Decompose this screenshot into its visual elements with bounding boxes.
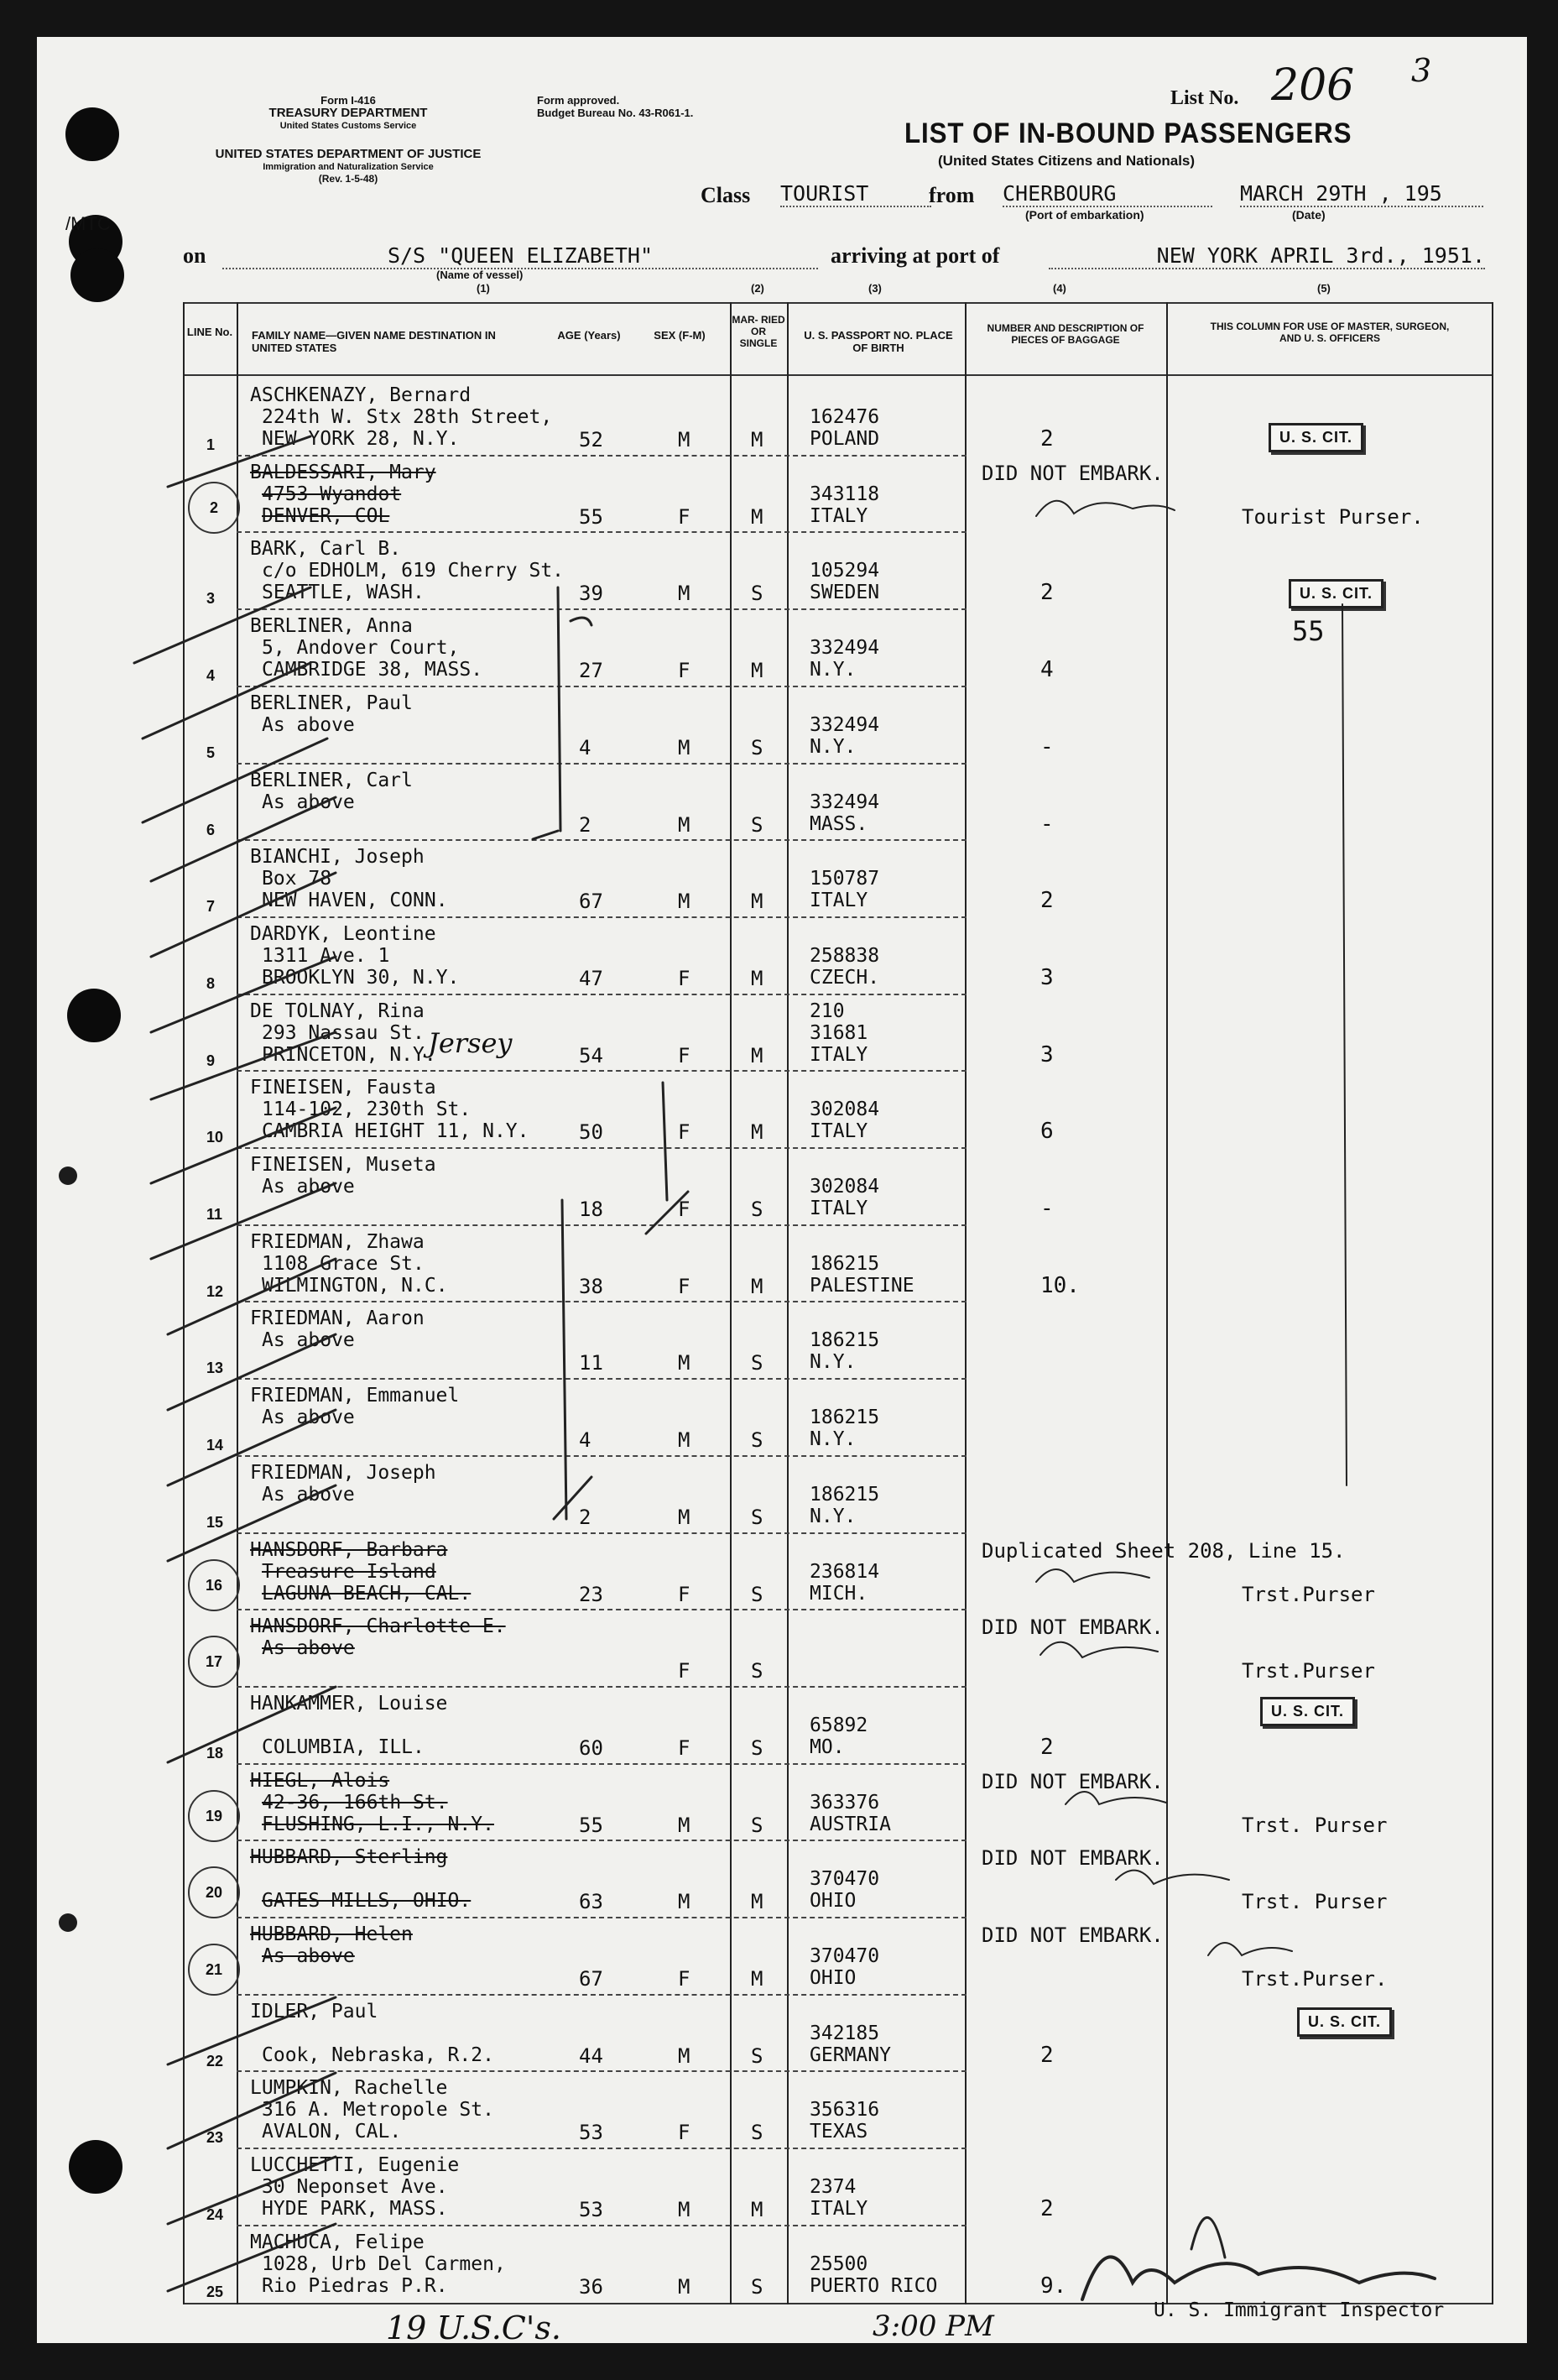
passenger-age: 4 (579, 735, 591, 759)
passport-number: 162476 (810, 406, 880, 428)
place-of-birth: PALESTINE (810, 1274, 914, 1297)
passport-number: 356316 (810, 2099, 880, 2122)
passenger-destination: DENVER, COL (262, 504, 390, 527)
passenger-age: 27 (579, 659, 603, 683)
passenger-sex: M (678, 428, 690, 451)
line-number: 17 (188, 1636, 240, 1688)
passenger-sex: F (678, 1735, 690, 1760)
place-of-birth: GERMANY (810, 2043, 891, 2066)
col-num-1: (1) (477, 282, 490, 295)
officer-remark: Duplicated Sheet 208, Line 15. (982, 1538, 1346, 1563)
passenger-destination: COLUMBIA, ILL. (262, 1735, 425, 1758)
officer-remark: DID NOT EMBARK. (982, 1769, 1164, 1793)
passenger-address: As above (262, 1637, 355, 1660)
passenger-marital: S (751, 1582, 763, 1606)
passport-number: 186215 (810, 1329, 880, 1352)
passenger-marital: S (751, 1198, 763, 1221)
passenger-marital: S (751, 2121, 763, 2145)
passenger-address: As above (262, 1329, 355, 1352)
baggage-count: 4 (1040, 657, 1054, 683)
passenger-marital: M (751, 1890, 763, 1914)
col-header-line: LINE No. (186, 326, 233, 338)
passenger-address: 42-36, 166th St. (262, 1791, 448, 1814)
passenger-marital: S (751, 812, 763, 837)
passenger-name: BARK, Carl B. (250, 538, 402, 561)
passenger-destination: Cook, Nebraska, R.2. (262, 2043, 494, 2066)
treasury-dept: TREASURY DEPARTMENT (268, 106, 428, 120)
passenger-marital: S (751, 1735, 763, 1760)
purser-note: Trst.Purser. (1242, 1967, 1388, 1991)
line-number: 18 (206, 1744, 224, 1762)
passenger-sex: M (678, 1351, 690, 1375)
passenger-age: 54 (579, 1043, 603, 1067)
passenger-name: BERLINER, Carl (250, 769, 413, 791)
passenger-name: IDLER, Paul (250, 2000, 378, 2022)
line-number: 3 (206, 590, 216, 608)
passport-number: 105294 (810, 560, 880, 582)
passenger-address: 4753 Wyandot (262, 483, 402, 505)
passenger-address: As above (262, 1176, 355, 1198)
passenger-name: ASCHKENAZY, Bernard (250, 384, 472, 406)
col-num-4: (4) (1053, 282, 1066, 295)
passenger-address: c/o EDHOLM, 619 Cherry St. (262, 560, 565, 582)
col-header-married: MAR- RIED OR SINGLE (732, 314, 785, 349)
purser-note: Trst.Purser (1242, 1582, 1375, 1606)
page-subtitle: (United States Citizens and Nationals) (938, 153, 1196, 169)
baggage-count: 2 (1040, 426, 1054, 451)
baggage-count: - (1040, 733, 1054, 759)
passenger-address: As above (262, 791, 355, 813)
passenger-sex: F (678, 504, 690, 529)
passenger-sex: M (678, 812, 690, 837)
passenger-destination: GATES MILLS, OHIO. (262, 1890, 472, 1913)
line-number: 5 (206, 744, 216, 761)
passport-number: 2374 (810, 2176, 857, 2199)
col-num-5: (5) (1317, 282, 1331, 295)
passport-number: 236814 (810, 1560, 880, 1583)
baggage-count: 2 (1040, 2042, 1054, 2068)
passenger-address: As above (262, 1483, 355, 1506)
purser-note: Trst.Purser (1242, 1659, 1375, 1683)
passenger-name: FRIEDMAN, Emmanuel (250, 1385, 460, 1407)
place-of-birth: CZECH. (810, 966, 880, 989)
passenger-destination: CAMBRIDGE 38, MASS. (262, 659, 483, 681)
passenger-marital: M (751, 966, 763, 990)
on-label: on (183, 243, 206, 268)
line-number: 2 (188, 482, 240, 534)
passenger-name: BERLINER, Paul (250, 692, 413, 714)
place-of-birth: ITALY (810, 2198, 868, 2221)
passenger-destination: WILMINGTON, N.C. (262, 1274, 448, 1297)
baggage-count: 9. (1040, 2273, 1067, 2299)
line-number: 24 (206, 2206, 224, 2224)
passenger-address: 224th W. Stx 28th Street, (262, 406, 553, 428)
passenger-marital: M (751, 504, 763, 529)
passenger-sex: F (678, 1659, 690, 1683)
passport-number: 302084 (810, 1099, 880, 1121)
line-number: 4 (206, 667, 216, 685)
passenger-address: 293 Nassau St. (262, 1021, 425, 1044)
place-of-birth: OHIO (810, 1890, 857, 1913)
passenger-age: 36 (579, 2274, 603, 2299)
place-of-birth: TEXAS (810, 2121, 868, 2143)
vessel-name: S/S "QUEEN ELIZABETH" (222, 243, 818, 269)
passenger-age: 63 (579, 1890, 603, 1914)
passenger-sex: M (678, 1890, 690, 1914)
us-citizen-tally: 19 U.S.C's. (386, 2310, 561, 2346)
passenger-address: As above (262, 1407, 355, 1429)
passport-number: 332494 (810, 713, 880, 736)
line-number: 1 (206, 436, 216, 453)
passenger-marital: S (751, 582, 763, 606)
arriving-label: arriving at port of (831, 243, 1000, 268)
ins-service: Immigration and Naturalization Service (263, 162, 434, 172)
baggage-count: 2 (1040, 888, 1054, 914)
line-number: 23 (206, 2129, 224, 2147)
passport-number: 31681 (810, 1021, 868, 1044)
passenger-name: BIANCHI, Joseph (250, 846, 425, 869)
passenger-sex: M (678, 2274, 690, 2299)
col-header-name: FAMILY NAME—GIVEN NAME DESTINATION IN UNITED STATES (252, 329, 496, 354)
officer-remark: DID NOT EMBARK. (982, 1846, 1164, 1871)
baggage-count: 3 (1040, 1041, 1054, 1067)
passenger-marital: M (751, 1043, 763, 1067)
passenger-age: 2 (579, 1505, 591, 1529)
line-number: 7 (206, 898, 216, 916)
form-number: Form I-416 (320, 94, 376, 107)
us-citizen-stamp: U. S. CIT. (1297, 2007, 1392, 2037)
passport-number: 150787 (810, 868, 880, 890)
place-of-birth: ITALY (810, 1198, 868, 1219)
passenger-age: 52 (579, 428, 603, 451)
col-header-sex: SEX (F-M) (654, 329, 706, 342)
passenger-name: DE TOLNAY, Rina (250, 999, 425, 1022)
place-of-birth: ITALY (810, 1120, 868, 1143)
line-number: 9 (206, 1052, 216, 1069)
page-title: LIST OF IN-BOUND PASSENGERS (904, 117, 1352, 149)
passenger-sex: F (678, 659, 690, 683)
passenger-address: As above (262, 713, 355, 736)
passport-note: 210 (810, 999, 845, 1022)
us-citizen-stamp: U. S. CIT. (1260, 1697, 1355, 1726)
baggage-count: 2 (1040, 1734, 1054, 1760)
passenger-name: FINEISEN, Fausta (250, 1077, 436, 1099)
form-revision: (Rev. 1-5-48) (318, 173, 378, 185)
passenger-marital: M (751, 659, 763, 683)
us-citizen-stamp: U. S. CIT. (1269, 423, 1363, 452)
handwritten-correction: Jersey (428, 1026, 513, 1059)
line-number: 14 (206, 1437, 224, 1454)
passenger-name: HANKAMMER, Louise (250, 1692, 448, 1715)
passport-number: 186215 (810, 1483, 880, 1506)
place-of-birth: POLAND (810, 428, 880, 450)
line-number: 16 (188, 1559, 240, 1611)
place-of-birth: N.Y. (810, 1505, 857, 1527)
passenger-sex: M (678, 2043, 690, 2068)
line-number: 25 (206, 2283, 224, 2300)
passenger-age: 53 (579, 2121, 603, 2145)
col-header-baggage: NUMBER AND DESCRIPTION OF PIECES OF BAGGAGE (987, 322, 1144, 346)
passenger-age: 50 (579, 1120, 603, 1145)
passenger-address: 1028, Urb Del Carmen, (262, 2252, 506, 2275)
us-citizen-stamp: U. S. CIT. (1289, 579, 1383, 608)
col-header-age: AGE (Years) (557, 329, 621, 342)
passenger-name: FINEISEN, Museta (250, 1154, 436, 1176)
place-of-birth: ITALY (810, 504, 868, 527)
passenger-sex: F (678, 1582, 690, 1606)
place-of-birth: PUERTO RICO (810, 2274, 938, 2297)
passenger-destination: LAGUNA BEACH, CAL. (262, 1582, 472, 1605)
budget-bureau: Budget Bureau No. 43-R061-1. (537, 107, 694, 119)
place-of-birth: SWEDEN (810, 582, 880, 604)
passenger-destination: AVALON, CAL. (262, 2121, 402, 2143)
passport-number: 342185 (810, 2022, 880, 2044)
justice-dept: UNITED STATES DEPARTMENT OF JUSTICE (215, 147, 482, 161)
passenger-sex: M (678, 1428, 690, 1453)
passport-number: 186215 (810, 1252, 880, 1275)
inspector-caption: U. S. Immigrant Inspector (1154, 2299, 1445, 2321)
form-approved: Form approved. (537, 94, 620, 107)
passenger-marital: S (751, 1813, 763, 1837)
passport-number: 370470 (810, 1868, 880, 1891)
passenger-name: HANSDORF, Charlotte E. (250, 1615, 506, 1638)
passenger-name: HUBBARD, Sterling (250, 1846, 448, 1869)
col-num-2: (2) (751, 282, 764, 295)
line-number: 10 (206, 1129, 224, 1146)
line-number: 11 (206, 1206, 223, 1223)
passport-number: 302084 (810, 1176, 880, 1198)
passenger-destination: FLUSHING, L.I., N.Y. (262, 1813, 494, 1835)
passenger-destination: HYDE PARK, MASS. (262, 2198, 448, 2221)
baggage-count: 2 (1040, 2196, 1054, 2222)
arrival-port-date: NEW YORK APRIL 3rd., 1951. (1049, 243, 1485, 269)
passenger-sex: F (678, 2121, 690, 2145)
date-value: MARCH 29TH , 195 (1240, 181, 1483, 207)
place-of-birth: N.Y. (810, 659, 857, 681)
passport-number: 332494 (810, 637, 880, 660)
passport-number: 343118 (810, 483, 880, 505)
date-caption: (Date) (1292, 208, 1326, 222)
passenger-marital: S (751, 1428, 763, 1453)
col-header-passport: U. S. PASSPORT NO. PLACE OF BIRTH (804, 329, 953, 354)
passenger-marital: S (751, 1351, 763, 1375)
baggage-count: - (1040, 811, 1054, 837)
list-no-value: 206 (1271, 60, 1355, 111)
port-caption: (Port of embarkation) (1025, 208, 1144, 222)
from-value: CHERBOURG (1003, 181, 1212, 207)
line-number: 15 (206, 1513, 224, 1531)
from-label: from (929, 183, 975, 207)
passenger-sex: M (678, 1505, 690, 1529)
place-of-birth: MICH. (810, 1582, 868, 1605)
passenger-sex: F (678, 966, 690, 990)
place-of-birth: ITALY (810, 1043, 868, 1066)
passport-number: 332494 (810, 791, 880, 813)
passenger-marital: S (751, 1505, 763, 1529)
passenger-sex: M (678, 2198, 690, 2222)
list-no-label: List No. (1170, 87, 1239, 109)
passenger-sex: M (678, 735, 690, 759)
passenger-age: 39 (579, 582, 603, 606)
passenger-age: 67 (579, 890, 603, 914)
purser-note: Trst. Purser (1242, 1890, 1388, 1914)
line-number: 13 (206, 1360, 224, 1377)
passenger-marital: M (751, 890, 763, 914)
list-mark: 3 (1411, 52, 1432, 89)
place-of-birth: AUSTRIA (810, 1813, 891, 1835)
margin-note: /MTC (65, 213, 111, 234)
baggage-count: 3 (1040, 964, 1054, 990)
passenger-name: LUCCHETTI, Eugenie (250, 2154, 460, 2177)
passenger-name: MACHUCA, Felipe (250, 2231, 425, 2253)
passenger-age: 11 (579, 1351, 603, 1375)
passenger-name: FRIEDMAN, Zhawa (250, 1230, 425, 1253)
passenger-marital: M (751, 1967, 763, 1991)
place-of-birth: OHIO (810, 1967, 857, 1989)
purser-note: Tourist Purser. (1242, 504, 1424, 529)
line-number: 12 (206, 1282, 224, 1300)
passenger-name: FRIEDMAN, Aaron (250, 1307, 425, 1330)
passenger-sex: F (678, 1043, 690, 1067)
baggage-count: 2 (1040, 580, 1054, 606)
passenger-destination: BROOKLYN 30, N.Y. (262, 966, 460, 989)
passenger-marital: S (751, 2043, 763, 2068)
class-label: Class (701, 183, 751, 207)
purser-note: Trst. Purser (1242, 1813, 1388, 1837)
passenger-marital: M (751, 428, 763, 451)
baggage-count: 6 (1040, 1119, 1054, 1145)
place-of-birth: N.Y. (810, 1351, 857, 1374)
officer-remark: DID NOT EMBARK. (982, 1923, 1164, 1947)
passenger-destination: Rio Piedras P.R. (262, 2274, 448, 2297)
passenger-address: As above (262, 1945, 355, 1967)
passenger-destination: SEATTLE, WASH. (262, 582, 425, 604)
passenger-sex: F (678, 1274, 690, 1298)
passenger-age: 60 (579, 1735, 603, 1760)
passport-number: 25500 (810, 2252, 868, 2275)
passenger-address: Treasure Island (262, 1560, 436, 1583)
place-of-birth: ITALY (810, 890, 868, 912)
passenger-sex: F (678, 1967, 690, 1991)
passenger-age: 53 (579, 2198, 603, 2222)
officer-remark: 55 (1292, 615, 1325, 648)
passenger-sex: M (678, 582, 690, 606)
passenger-sex: M (678, 890, 690, 914)
passenger-address: Box 78 (262, 868, 332, 890)
passenger-address: 114-102, 230th St. (262, 1099, 472, 1121)
line-number: 21 (188, 1944, 240, 1996)
col-num-3: (3) (868, 282, 882, 295)
officer-remark: DID NOT EMBARK. (982, 461, 1164, 485)
passenger-age: 55 (579, 1813, 603, 1837)
passenger-address: 30 Neponset Ave. (262, 2176, 448, 2199)
vessel-caption: (Name of vessel) (436, 269, 524, 281)
line-number: 6 (206, 821, 216, 838)
handwritten-time: 3:00 PM (873, 2310, 994, 2343)
passenger-name: HUBBARD, Helen (250, 1923, 413, 1945)
passenger-name: HIEGL, Alois (250, 1769, 390, 1792)
passport-number: 370470 (810, 1945, 880, 1967)
passenger-sex: F (678, 1198, 690, 1221)
place-of-birth: N.Y. (810, 735, 857, 758)
place-of-birth: N.Y. (810, 1428, 857, 1451)
line-number: 8 (206, 974, 216, 992)
passenger-name: HANSDORF, Barbara (250, 1538, 448, 1561)
baggage-count: - (1040, 1196, 1054, 1221)
passenger-address: 5, Andover Court, (262, 637, 460, 660)
passenger-marital: S (751, 735, 763, 759)
line-number: 20 (188, 1866, 240, 1918)
passenger-address: 1311 Ave. 1 (262, 944, 390, 967)
passenger-marital: S (751, 1659, 763, 1683)
passenger-sex: M (678, 1813, 690, 1837)
place-of-birth: MASS. (810, 812, 868, 835)
passenger-address: 1108 Grace St. (262, 1252, 425, 1275)
passenger-name: DARDYK, Leontine (250, 922, 436, 945)
passenger-marital: M (751, 2198, 763, 2222)
passport-number: 363376 (810, 1791, 880, 1814)
passenger-destination: NEW YORK 28, N.Y. (262, 428, 460, 450)
customs-service: United States Customs Service (279, 121, 417, 131)
passenger-name: LUMPKIN, Rachelle (250, 2077, 448, 2100)
passenger-age: 4 (579, 1428, 591, 1453)
passport-number: 65892 (810, 1714, 868, 1736)
baggage-count: 10. (1040, 1272, 1080, 1298)
class-value: TOURIST (780, 181, 931, 207)
passenger-age: 23 (579, 1582, 603, 1606)
passenger-marital: M (751, 1120, 763, 1145)
passenger-destination: PRINCETON, N.Y. (262, 1043, 436, 1066)
officer-remark: DID NOT EMBARK. (982, 1615, 1164, 1640)
col-header-officers: THIS COLUMN FOR USE OF MASTER, SURGEON, AND U. S. OFFICERS (1210, 321, 1450, 344)
passenger-destination: CAMBRIA HEIGHT 11, N.Y. (262, 1120, 529, 1143)
passport-number: 186215 (810, 1407, 880, 1429)
line-number: 22 (206, 2052, 224, 2069)
passenger-destination: NEW HAVEN, CONN. (262, 890, 448, 912)
passport-number: 258838 (810, 944, 880, 967)
passenger-name: BERLINER, Anna (250, 615, 413, 638)
passenger-age: 38 (579, 1274, 603, 1298)
passenger-address: 316 A. Metropole St. (262, 2099, 494, 2122)
place-of-birth: MO. (810, 1735, 845, 1758)
passenger-marital: M (751, 1274, 763, 1298)
passenger-marital: S (751, 2274, 763, 2299)
passenger-sex: F (678, 1120, 690, 1145)
passenger-name: FRIEDMAN, Joseph (250, 1461, 436, 1484)
line-number: 19 (188, 1790, 240, 1842)
passenger-age: 55 (579, 504, 603, 529)
passenger-name: BALDESSARI, Mary (250, 461, 436, 483)
passenger-age: 18 (579, 1198, 603, 1221)
passenger-age: 47 (579, 966, 603, 990)
passenger-age: 67 (579, 1967, 603, 1991)
passenger-age: 44 (579, 2043, 603, 2068)
passenger-age: 2 (579, 812, 591, 837)
